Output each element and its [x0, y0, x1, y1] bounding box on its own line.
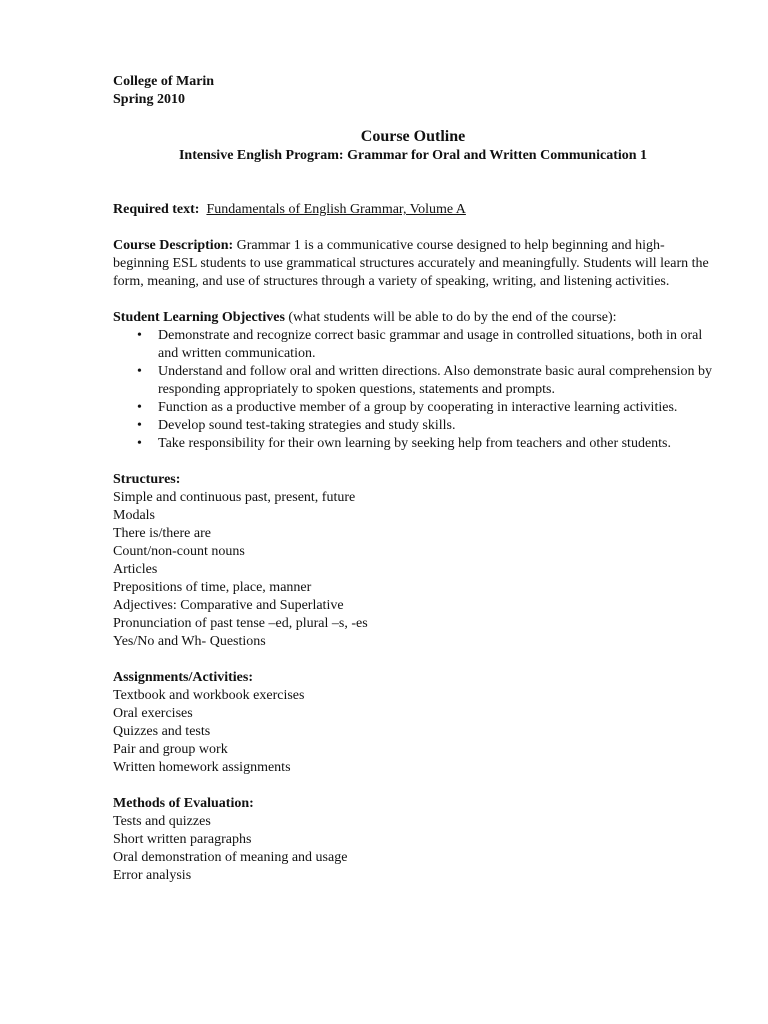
list-item: Tests and quizzes — [113, 814, 211, 829]
required-text-label: Required text: — [113, 202, 200, 217]
objectives-note: (what students will be able to do by the end of the course): — [288, 310, 617, 325]
list-item: Oral demonstration of meaning and usage — [113, 850, 348, 865]
list-item: Short written paragraphs — [113, 832, 252, 847]
list-item: Count/non-count nouns — [113, 544, 245, 559]
course-description-text: Grammar 1 is a communicative course designed to help beginning and high-beginning ESL students to use grammatical structures accurately and meaningfully. Students will learn the form, meaning, and use of structures through a variety of speaking, writing, and listening activities. — [113, 238, 709, 289]
course-description-label: Course Description: — [113, 238, 234, 253]
structures-section — [113, 471, 713, 651]
page-subtitle: Intensive English Program: Grammar for Oral and Written Communication 1 — [178, 148, 648, 163]
list-item: Oral exercises — [113, 706, 193, 721]
course-description — [113, 237, 713, 291]
list-item: Textbook and workbook exercises — [113, 688, 305, 703]
list-item: Simple and continuous past, present, future — [113, 490, 356, 505]
objectives-heading — [113, 309, 713, 327]
list-item: Adjectives: Comparative and Superlative — [113, 598, 344, 613]
assignments-section — [113, 669, 713, 777]
list-item: Quizzes and tests — [113, 724, 211, 739]
required-text-value: Fundamentals of English Grammar, Volume A — [206, 202, 466, 217]
list-item: Error analysis — [113, 868, 192, 883]
evaluation-heading: Methods of Evaluation: — [113, 796, 254, 811]
list-item: Prepositions of time, place, manner — [113, 580, 312, 595]
term: Spring 2010 — [113, 92, 185, 107]
evaluation-section — [113, 795, 713, 885]
list-item: Modals — [113, 508, 155, 523]
objectives-label: Student Learning Objectives — [113, 310, 285, 325]
institution-name: College of Marin — [113, 74, 215, 89]
list-item: • Demonstrate and recognize correct basic grammar and usage in controlled situations, both in oral and written communication. — [158, 327, 713, 363]
list-item: Yes/No and Wh- Questions — [113, 634, 266, 649]
document-page — [113, 73, 713, 885]
list-item: There is/there are — [113, 526, 211, 541]
list-item: • Develop sound test-taking strategies and study skills. — [158, 417, 713, 435]
list-item: Pair and group work — [113, 742, 228, 757]
list-item: • Understand and follow oral and written directions. Also demonstrate basic aural comprehension by responding appropriately to spoken questions, statements and prompts. — [158, 363, 713, 399]
assignments-heading: Assignments/Activities: — [113, 670, 253, 685]
page-title: Course Outline — [360, 128, 466, 145]
list-item: Articles — [113, 562, 158, 577]
list-item: • Take responsibility for their own learning by seeking help from teachers and other students. — [158, 435, 713, 453]
header-block — [113, 73, 713, 109]
structures-heading: Structures: — [113, 472, 181, 487]
required-text — [113, 201, 713, 219]
objectives-list — [113, 327, 713, 453]
list-item: Written homework assignments — [113, 760, 291, 775]
list-item: • Function as a productive member of a group by cooperating in interactive learning activities. — [158, 399, 713, 417]
list-item: Pronunciation of past tense –ed, plural –s, -es — [113, 616, 368, 631]
objectives-section — [113, 309, 713, 453]
